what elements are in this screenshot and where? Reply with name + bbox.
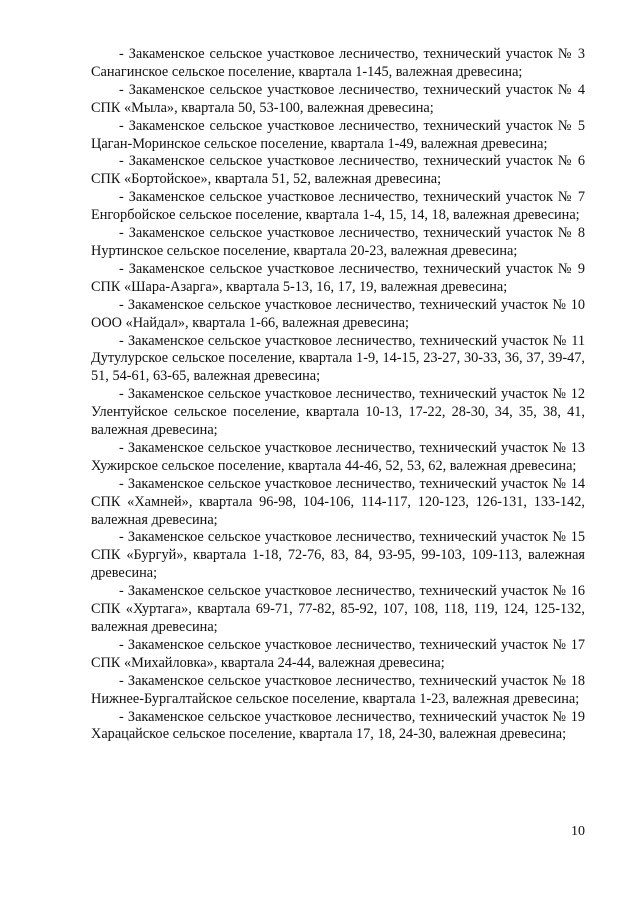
list-item: - Закаменское сельское участковое лесничество, технический участок № 8 Нуртинское сельское поселение, квартала 20-23, валежная древесина; (91, 225, 585, 259)
list-item: - Закаменское сельское участковое лесничество, технический участок № 9 СПК «Шара-Азарга», квартала 5-13, 16, 17, 19, валежная древесина; (91, 260, 585, 295)
list-item: - Закаменское сельское участковое лесничество, технический участок № 6 СПК «Бортойское», квартала 51, 52, валежная древесина; (91, 153, 585, 188)
list-item: - Закаменское сельское участковое лесничество, технический участок № 4 СПК «Мыла», квартала 50, 53-100, валежная древесина; (91, 81, 585, 116)
page-number: 10 (571, 824, 585, 839)
list-item: - Закаменское сельское участковое лесничество, технический участок № 11 Дутулурское сельское поселение, квартала 1-9, 14-15, 23-27, 30-33, 36, 37, 39-47, 51, 54-61, 63-65, валежная древесина; (91, 332, 585, 385)
document-body (91, 46, 585, 744)
list-item: - Закаменское сельское участковое лесничество, технический участок № 3 Санагинское сельское поселение, квартала 1-145, валежная древесина; (91, 46, 585, 80)
list-item: - Закаменское сельское участковое лесничество, технический участок № 15 СПК «Бургуй», квартала 1-18, 72-76, 83, 84, 93-95, 99-103, 109-113, валежная древесина; (91, 529, 585, 582)
list-item: - Закаменское сельское участковое лесничество, технический участок № 13 Хужирское сельское поселение, квартала 44-46, 52, 53, 62, валежная древесина; (91, 439, 585, 474)
list-item: - Закаменское сельское участковое лесничество, технический участок № 5 Цаган-Моринское сельское поселение, квартала 1-49, валежная древесина; (91, 117, 585, 152)
list-item: - Закаменское сельское участковое лесничество, технический участок № 17 СПК «Михайловка», квартала 24-44, валежная древесина; (91, 636, 585, 671)
list-item: - Закаменское сельское участковое лесничество, технический участок № 19 Харацайское сельское поселение, квартала 17, 18, 24-30, валежная древесина; (91, 708, 585, 743)
list-item: - Закаменское сельское участковое лесничество, технический участок № 10 ООО «Найдал», квартала 1-66, валежная древесина; (91, 296, 585, 331)
list-item: - Закаменское сельское участковое лесничество, технический участок № 14 СПК «Хамней», квартала 96-98, 104-106, 114-117, 120-123, 126-131, 133-142, валежная древесина; (91, 475, 585, 528)
list-item: - Закаменское сельское участковое лесничество, технический участок № 16 СПК «Хуртага», квартала 69-71, 77-82, 85-92, 107, 108, 118, 119, 124, 125-132, валежная древесина; (91, 583, 585, 635)
list-item: - Закаменское сельское участковое лесничество, технический участок № 12 Улентуйское сельское поселение, квартала 10-13, 17-22, 28-30, 34, 35, 38, 41, валежная древесина; (91, 386, 585, 439)
list-item: - Закаменское сельское участковое лесничество, технический участок № 18 Нижнее-Бургалтайское сельское поселение, квартала 1-23, валежная древесина; (91, 672, 585, 707)
list-item: - Закаменское сельское участковое лесничество, технический участок № 7 Енгорбойское сельское поселение, квартала 1-4, 15, 14, 18, валежная древесина; (91, 189, 585, 224)
